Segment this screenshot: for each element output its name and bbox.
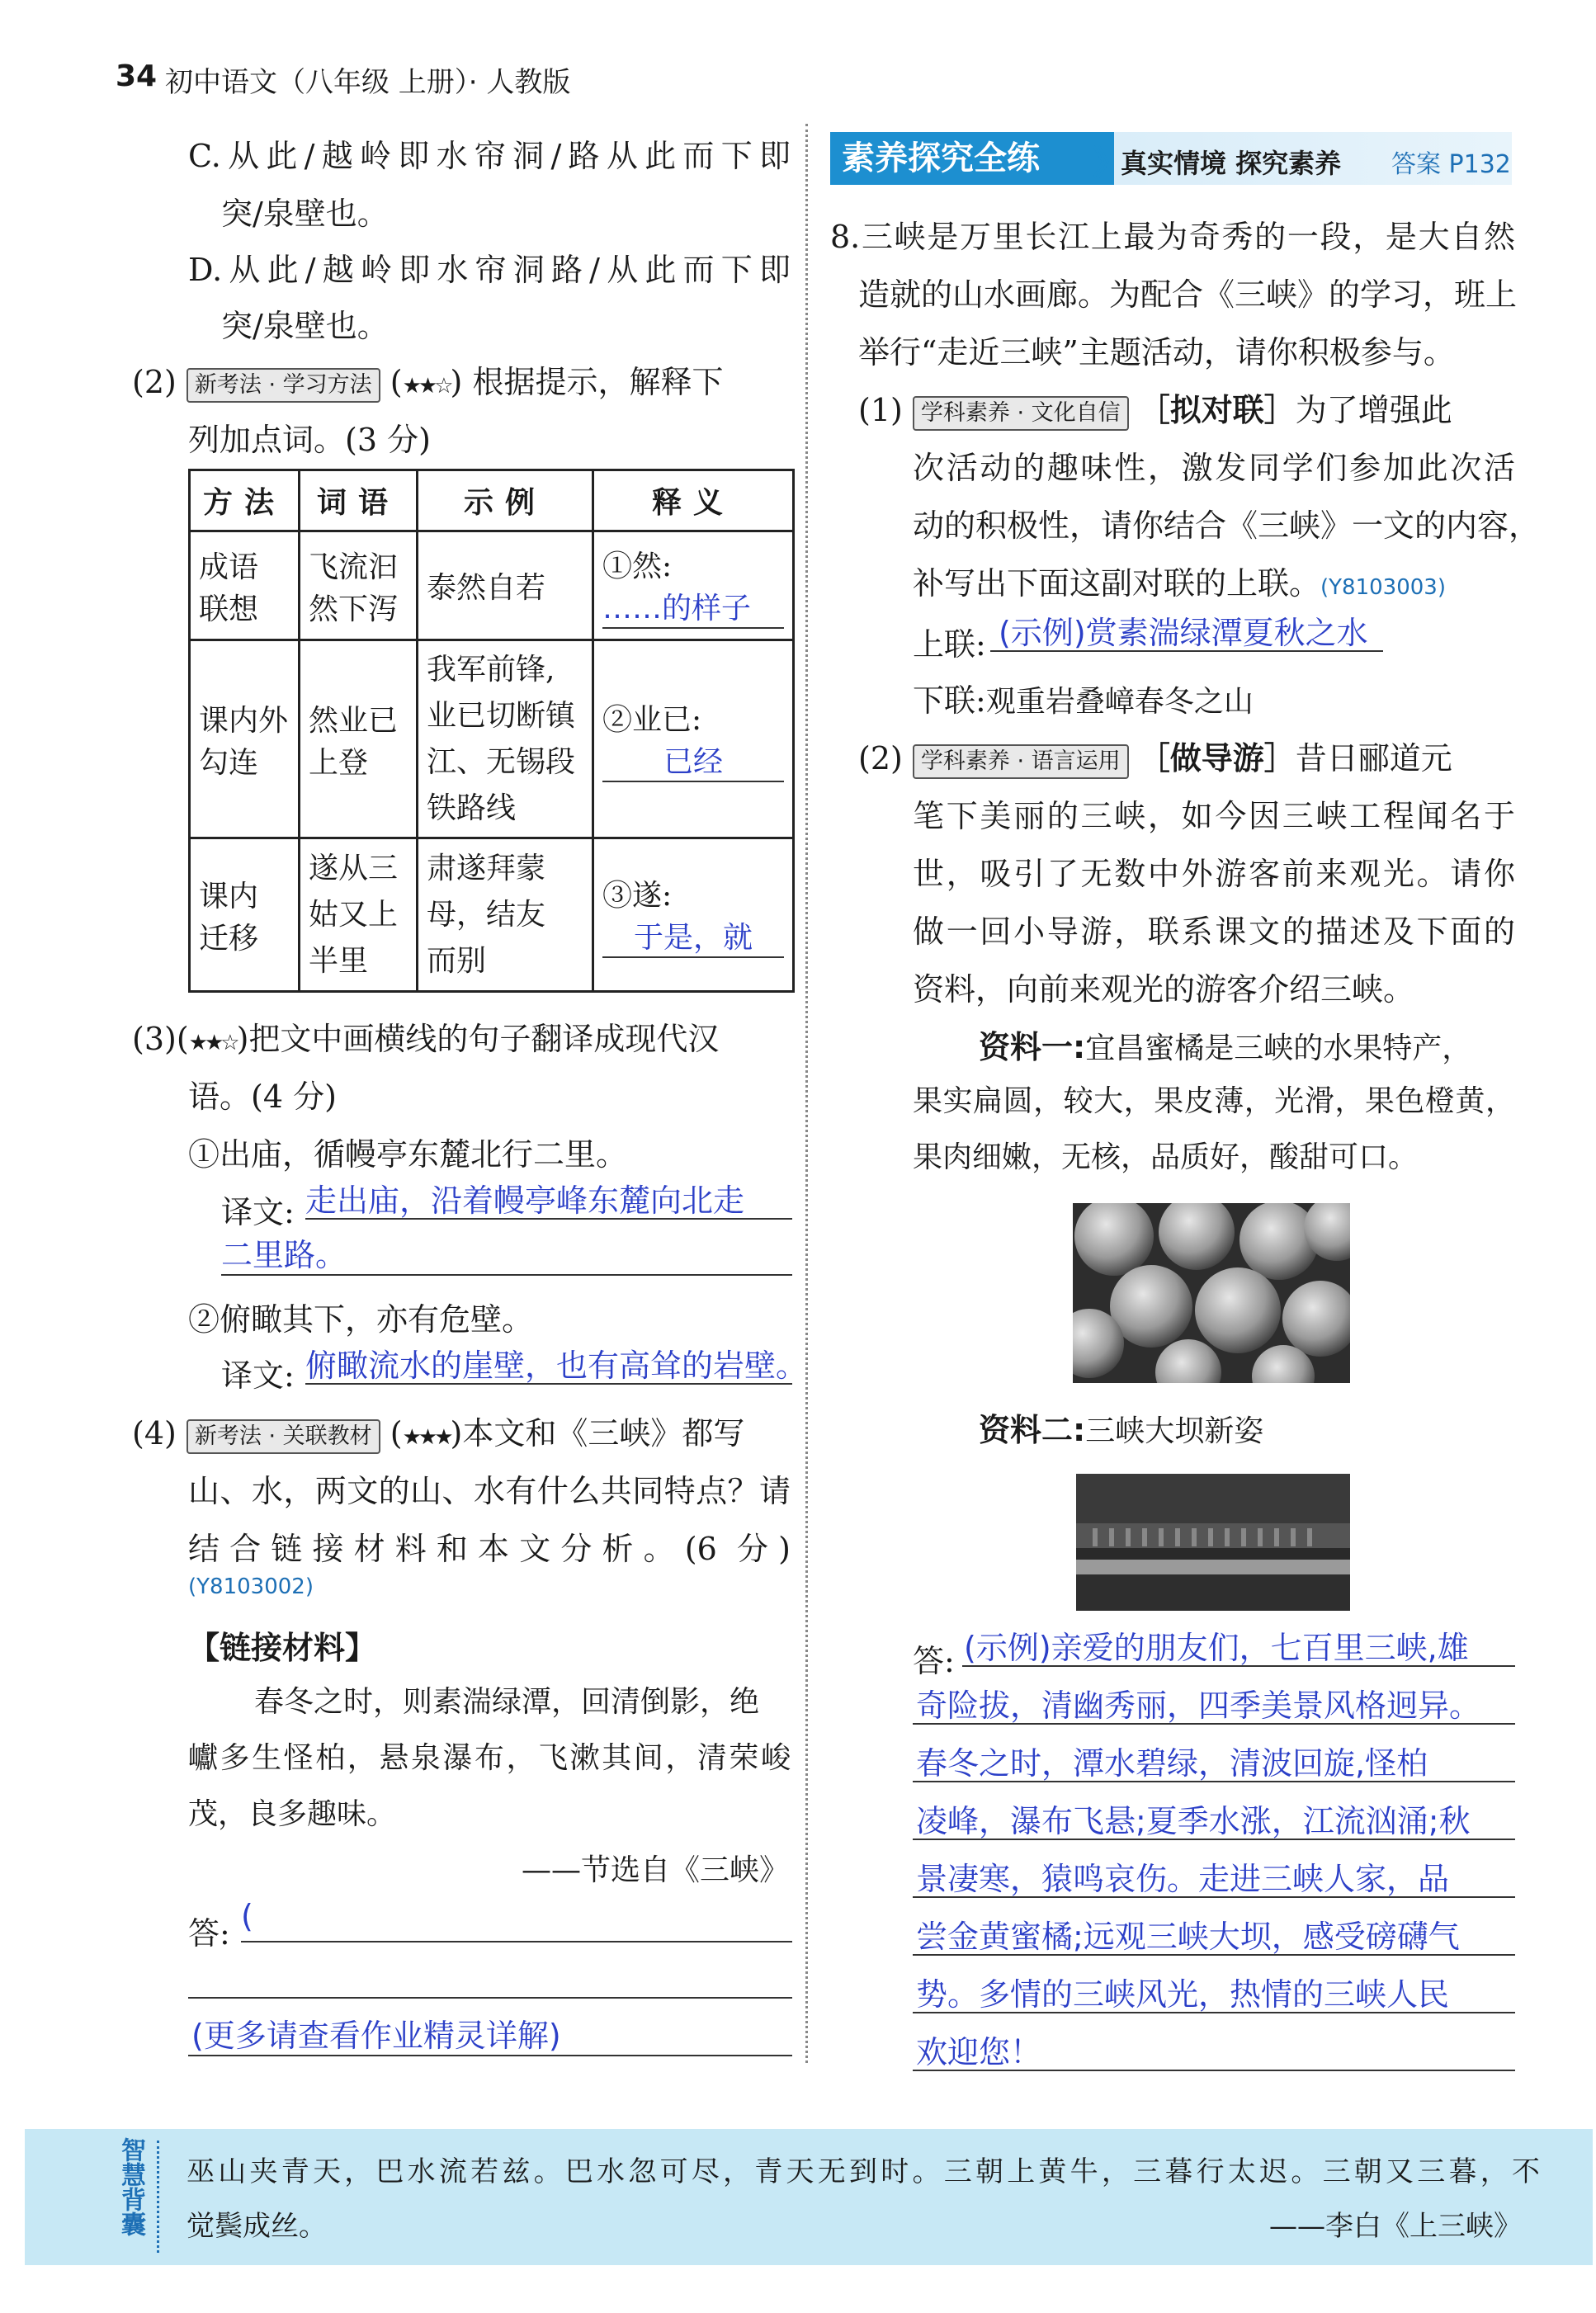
- footer-poem-line2: 觉鬓成丝。: [187, 2210, 327, 2243]
- m2-label: 资料二:: [979, 1412, 1086, 1448]
- column-separator: [805, 124, 808, 2063]
- m1-text: 宜昌蜜橘是三峡的水果特产，: [1085, 1031, 1472, 1065]
- row2-meaning: ②业已: 已经: [593, 640, 794, 838]
- row2-answer: 已经: [602, 739, 784, 782]
- row1-answer: ……的样子: [602, 585, 784, 629]
- row2-method: 课内外 勾连: [190, 640, 300, 838]
- p1-title: ［拟对联］: [1138, 392, 1296, 428]
- q8-line1: 8.三峡是万里长江上最为奇秀的一段，是大自然: [830, 219, 1515, 255]
- q4-paren: (: [390, 1415, 403, 1452]
- m1-label: 资料一:: [979, 1029, 1086, 1065]
- p2-answer-line3: 春冬之时，潭水碧绿，清波回旋,怪柏: [916, 1745, 1428, 1782]
- link-material-title: 【链接材料】: [188, 1630, 377, 1666]
- part-2: [858, 733, 1452, 779]
- section-banner: [830, 132, 1512, 185]
- p1-line4: 补写出下面这副对联的上联。(Y8103003): [913, 565, 1446, 602]
- q2-text: 根据提示，解释下: [472, 364, 724, 400]
- p2-line5: 资料，向前来观光的游客介绍三峡。: [913, 971, 1415, 1008]
- answer-line: [305, 1383, 792, 1385]
- p1-code: (Y8103003): [1320, 575, 1446, 600]
- q3-text-line2: 语。(4 分): [188, 1079, 337, 1115]
- m1-line2: 果实扁圆，较大，果皮薄，光滑，果色橙黄，: [913, 1084, 1515, 1118]
- up-answer: (示例)赏素湍绿潭夏秋之水: [999, 615, 1368, 651]
- q4-paren-close: ): [450, 1415, 463, 1452]
- q4-text: 本文和《三峡》都写: [462, 1415, 745, 1452]
- p1-literacy-tag: 学科素养 · 文化自信: [913, 396, 1129, 431]
- part-1: [858, 385, 1452, 431]
- answer-line: [990, 650, 1383, 652]
- q3-sentence2: ②俯瞰其下，亦有危壁。: [188, 1301, 534, 1338]
- q4-text-line3: 结合链接材料和本文分析。(6 分): [188, 1531, 791, 1567]
- wisdom-footer: [25, 2129, 1593, 2265]
- link-material-line3: 茂，良多趣味。: [188, 1797, 397, 1831]
- row3-answer: 于是，就: [602, 914, 784, 958]
- answer-line: [913, 1896, 1515, 1898]
- q3-text: 把文中画横线的句子翻译成现代汉: [248, 1021, 720, 1057]
- material-2: [979, 1404, 1263, 1450]
- p2-number: (2): [858, 740, 903, 777]
- answer-line: [913, 2070, 1515, 2071]
- answer-line: [188, 1997, 792, 1999]
- row3-example: 肃遂拜蒙 母，结友 而别: [418, 838, 593, 992]
- q3-answer2: 俯瞰流水的崖壁，也有高耸的岩壁。: [305, 1348, 808, 1384]
- banner-chevron-icon: 》: [1093, 144, 1126, 182]
- m2-text: 三峡大坝新姿: [1085, 1414, 1264, 1448]
- q3-answer1-line2: 二里路。: [221, 1237, 347, 1273]
- q2-paren: (: [390, 364, 403, 400]
- word-meaning-table: [188, 469, 795, 993]
- answer-line: [241, 1941, 792, 1942]
- row3-meaning: ③遂: 于是，就: [593, 838, 794, 992]
- table-row: [190, 838, 794, 992]
- table-header-example: 示例: [418, 470, 593, 531]
- row1-method: 成语 联想: [190, 531, 300, 640]
- q2-difficulty-stars: ★★☆: [402, 374, 451, 399]
- p2-literacy-tag: 学科素养 · 语言运用: [913, 744, 1129, 779]
- q8-line3: 举行“走近三峡”主题活动，请你积极参与。: [858, 334, 1455, 371]
- option-c-line2: 突/泉壁也。: [221, 196, 389, 232]
- p2-answer-line1: (示例)亲爱的朋友们，七百里三峡,雄: [964, 1630, 1469, 1666]
- up-label: 上联:: [913, 626, 986, 663]
- down-label: 下联:: [913, 682, 986, 719]
- row3-method: 课内 迁移: [190, 838, 300, 992]
- p2-line3: 世，吸引了无数中外游客前来观光。请你: [913, 856, 1515, 892]
- q3-answer1-line1: 走出庙，沿着幔亭峰东麓向北走: [305, 1182, 745, 1219]
- p2-answer-line8: 欢迎您！: [916, 2034, 1042, 2070]
- m1-line3: 果肉细嫩，无核，品质好，酸甜可口。: [913, 1140, 1419, 1174]
- option-d-line1: D.从此/越岭即水帘洞路/从此而下即: [188, 252, 791, 288]
- q4-number: (4): [132, 1415, 177, 1452]
- footer-poem-line1: 巫山夹青天，巴水流若兹。巴水忽可尽，青天无到时。三朝上黄牛，三暮行太迟。三朝又三暮，不: [187, 2155, 1540, 2188]
- footer-poem-source: ——李白《上三峡》: [1269, 2210, 1522, 2243]
- answer-line: [913, 1723, 1515, 1725]
- answer-line: [188, 2055, 792, 2056]
- q4-difficulty-stars: ★★★: [402, 1425, 451, 1450]
- footer-side-label: 智慧背囊: [116, 2137, 145, 2236]
- oranges-photo: [1073, 1203, 1350, 1383]
- row1-example: 泰然自若: [418, 531, 593, 640]
- table-header-meaning: 释义: [593, 470, 794, 531]
- dam-image: [1076, 1474, 1350, 1611]
- book-title: 初中语文（八年级 上册）· 人教版: [165, 66, 571, 99]
- question-4: [132, 1408, 744, 1454]
- q3-paren: (: [176, 1021, 189, 1057]
- table-header-method: 方法: [190, 470, 300, 531]
- oranges-image: [1073, 1203, 1350, 1383]
- p2-answer-line5: 景凄寒，猿鸣哀伤。走进三峡人家，品: [916, 1861, 1450, 1897]
- option-c-line1: C.从此/越岭即水帘洞/路从此而下即: [188, 138, 791, 174]
- p2-answer-label: 答:: [913, 1643, 955, 1679]
- q8-line2: 造就的山水画廊。为配合《三峡》的学习，班上: [858, 276, 1518, 313]
- p2-line4: 做一回小导游，联系课文的描述及下面的: [913, 913, 1515, 950]
- q4-code: (Y8103002): [188, 1574, 314, 1599]
- row1-meaning: ①然: ……的样子: [593, 531, 794, 640]
- link-material-source: ——节选自《三峡》: [522, 1853, 790, 1887]
- answer-line: [962, 1665, 1515, 1667]
- q4-method-tag: 新考法 · 关联教材: [187, 1419, 380, 1454]
- down-line: [913, 675, 1254, 720]
- answer-line: [913, 1839, 1515, 1840]
- table-header-word: 词语: [300, 470, 418, 531]
- material-1: [979, 1022, 1471, 1067]
- q3-number: (3): [132, 1021, 177, 1057]
- q3-paren-close: ): [236, 1021, 249, 1057]
- q3-difficulty-stars: ★★☆: [188, 1031, 237, 1055]
- p2-line2: 笔下美丽的三峡，如今因三峡工程闻名于: [913, 798, 1515, 834]
- q4-answer-label: 答:: [188, 1915, 230, 1952]
- row1-word: 飞流汩 然下泻: [300, 531, 418, 640]
- link-material-line1: 春冬之时，则素湍绿潭，回清倒影，绝: [254, 1685, 760, 1719]
- question-3: [132, 1013, 719, 1059]
- banner-subtitle: 真实情境 探究素养: [1121, 148, 1342, 179]
- p2-answer-line4: 凌峰，瀑布飞悬;夏季水涨，江流汹涌;秋: [916, 1803, 1471, 1839]
- table-row: [190, 531, 794, 640]
- down-text: 观重岩叠嶂春冬之山: [985, 685, 1254, 719]
- q4-answer-more[interactable]: (更多请查看作业精灵详解): [191, 2018, 561, 2054]
- q3-translate-label2: 译文:: [221, 1357, 295, 1394]
- p1-line3: 动的积极性，请你结合《三峡》一文的内容，: [913, 507, 1541, 544]
- banner-title: 素养探究全练: [830, 132, 1114, 185]
- p2-text: 昔日郦道元: [1295, 740, 1452, 777]
- answer-line: [913, 2012, 1515, 2013]
- q4-answer-start: (: [241, 1898, 253, 1934]
- p1-number: (1): [858, 392, 903, 428]
- link-material-line2: 巘多生怪柏，悬泉瀑布，飞漱其间，清荣峻: [188, 1741, 791, 1775]
- footer-divider: [157, 2141, 159, 2253]
- row3-word: 遂从三 姑又上 半里: [300, 838, 418, 992]
- answer-line: [221, 1274, 792, 1276]
- q2-paren-close: ): [450, 364, 463, 400]
- q3-sentence1: ①出庙，循幔亭东麓北行二里。: [188, 1136, 628, 1173]
- q4-text-line2: 山、水，两文的山、水有什么共同特点？请: [188, 1473, 791, 1509]
- dam-photo: [1076, 1474, 1350, 1611]
- p2-answer-line7: 势。多情的三峡风光，热情的三峡人民: [916, 1976, 1450, 2013]
- banner-answer-ref: 答案 P132: [1391, 150, 1511, 179]
- option-d-line2: 突/泉壁也。: [221, 308, 389, 344]
- table-row: [190, 640, 794, 838]
- q2-text-line2: 列加点词。(3 分): [188, 422, 431, 458]
- q2-number: (2): [132, 364, 177, 400]
- row2-word: 然业已 上登: [300, 640, 418, 838]
- answer-line: [305, 1218, 792, 1220]
- p1-line2: 次活动的趣味性，激发同学们参加此次活: [913, 450, 1515, 486]
- question-2: [132, 356, 723, 403]
- p2-answer-line6: 尝金黄蜜橘;远观三峡大坝，感受磅礴气: [916, 1919, 1460, 1955]
- p2-answer-line2: 奇险拔，清幽秀丽，四季美景风格迥异。: [916, 1688, 1481, 1724]
- p1-text: 为了增强此: [1295, 392, 1452, 428]
- answer-line: [913, 1781, 1515, 1782]
- page-number: 34: [116, 59, 158, 93]
- row2-example: 我军前锋, 业已切断镇 江、无锡段 铁路线: [418, 640, 593, 838]
- p2-title: ［做导游］: [1138, 740, 1296, 777]
- q2-method-tag: 新考法 · 学习方法: [187, 368, 380, 403]
- answer-line: [913, 1954, 1515, 1956]
- q3-translate-label1: 译文:: [221, 1194, 295, 1230]
